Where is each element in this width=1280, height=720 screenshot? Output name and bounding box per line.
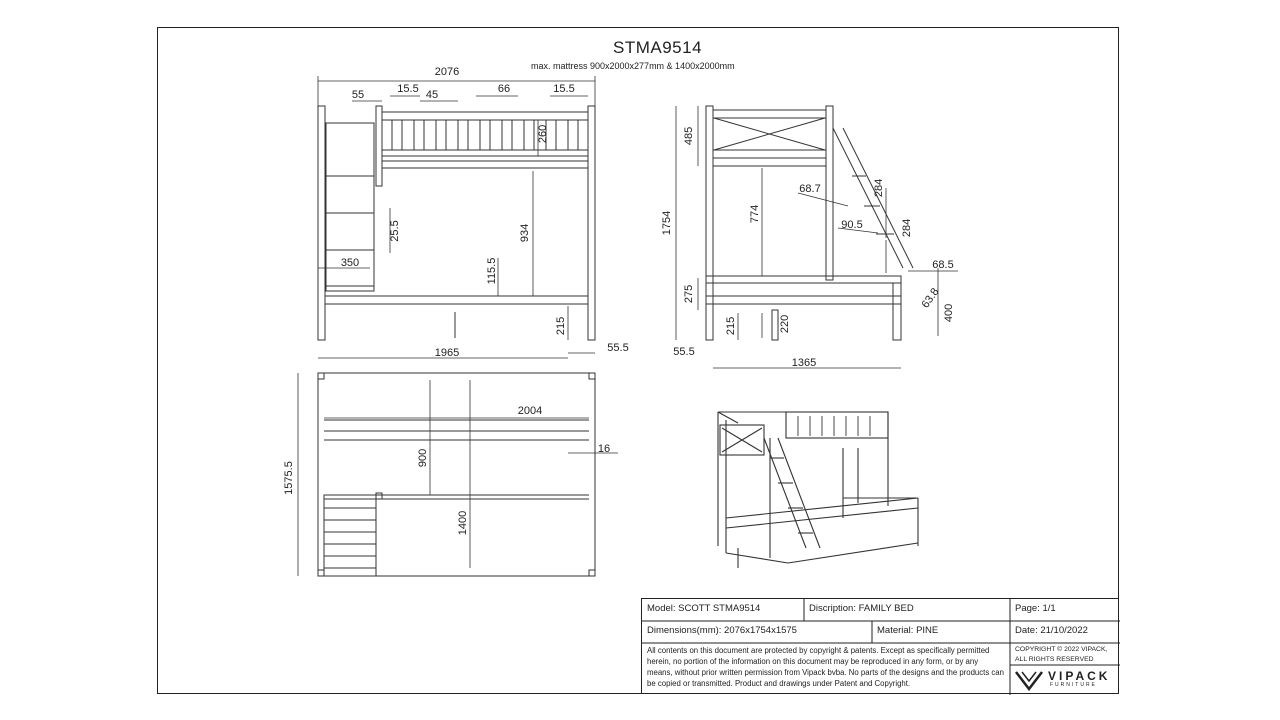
- dim-215-side: 215: [725, 316, 737, 336]
- page-label: Page: 1/1: [1015, 603, 1056, 614]
- dim-68-5: 68.5: [932, 259, 954, 271]
- drawing-subtitle: max. mattress 900x2000x277mm & 1400x2000mm: [531, 61, 735, 71]
- dim-15-5-right: 15.5: [553, 83, 575, 95]
- dim-275: 275: [683, 284, 695, 304]
- dim-16: 16: [597, 443, 611, 455]
- dim-55: 55: [351, 89, 365, 101]
- dim-68-7: 68.7: [799, 183, 821, 195]
- dim-15-5-left: 15.5: [397, 83, 419, 95]
- dim-774: 774: [749, 204, 761, 224]
- title-block: [641, 598, 1119, 694]
- dim-90-5: 90.5: [841, 219, 863, 231]
- dim-2004: 2004: [517, 405, 543, 417]
- dim-400: 400: [943, 303, 955, 323]
- dim-66: 66: [497, 83, 511, 95]
- dim-900: 900: [417, 448, 429, 468]
- technical-drawing: [158, 28, 1120, 598]
- copyright-line-1: COPYRIGHT © 2022 VIPACK,: [1015, 646, 1108, 653]
- dim-1754: 1754: [661, 210, 673, 236]
- dim-1365: 1365: [791, 357, 817, 369]
- plan-view: [298, 373, 618, 576]
- dim-115-5: 115.5: [486, 257, 498, 285]
- dim-overall-width: 2076: [434, 66, 460, 78]
- dim-284-top: 284: [873, 178, 885, 198]
- vipack-v-icon: [1014, 669, 1044, 691]
- front-view: [318, 76, 595, 358]
- perspective-view: [718, 412, 918, 568]
- dim-220: 220: [779, 314, 791, 334]
- brand-name: VIPACK: [1048, 669, 1111, 683]
- copyright-notice: All contents on this document are protected by copyright & patents. Except as specifically permitted herein, no portion of the information on this document may be reproduced in any form, or by any means, without prior written permission from Vipack bvba. No parts of the designs and the products can be copied or transmitted. Product and drawings under Patent and Copyright.: [647, 646, 1004, 688]
- copyright-block: [1010, 643, 1120, 669]
- dim-260: 260: [537, 124, 549, 144]
- dim-284-bottom: 284: [901, 218, 913, 238]
- dim-485: 485: [683, 126, 695, 146]
- dimensions-label: Dimensions(mm): 2076x1754x1575: [647, 625, 797, 636]
- dim-934: 934: [519, 223, 531, 243]
- dim-55-5-side: 55.5: [673, 346, 695, 358]
- dim-63-8: 63.8: [919, 286, 942, 311]
- dim-45: 45: [425, 89, 439, 101]
- copyright-line-2: ALL RIGHTS RESERVED: [1015, 656, 1094, 663]
- description-label: Discription: FAMILY BED: [809, 603, 914, 614]
- dim-350: 350: [340, 257, 360, 269]
- drawing-title: STMA9514: [613, 38, 703, 57]
- date-label: Date: 21/10/2022: [1015, 625, 1088, 636]
- material-label: Material: PINE: [877, 625, 939, 636]
- side-view: [676, 106, 958, 368]
- vipack-logo: [1014, 667, 1118, 693]
- drawing-sheet: [157, 27, 1119, 694]
- model-label: Model: SCOTT STMA9514: [647, 603, 761, 614]
- dim-25-5: 25.5: [389, 220, 401, 242]
- dim-1400: 1400: [457, 510, 469, 536]
- dim-55-5-front: 55.5: [607, 342, 629, 354]
- dim-1575-5: 1575.5: [283, 461, 295, 495]
- dim-1965: 1965: [434, 347, 460, 359]
- dim-215-front: 215: [555, 316, 567, 336]
- brand-subtitle: FURNITURE: [1050, 682, 1097, 688]
